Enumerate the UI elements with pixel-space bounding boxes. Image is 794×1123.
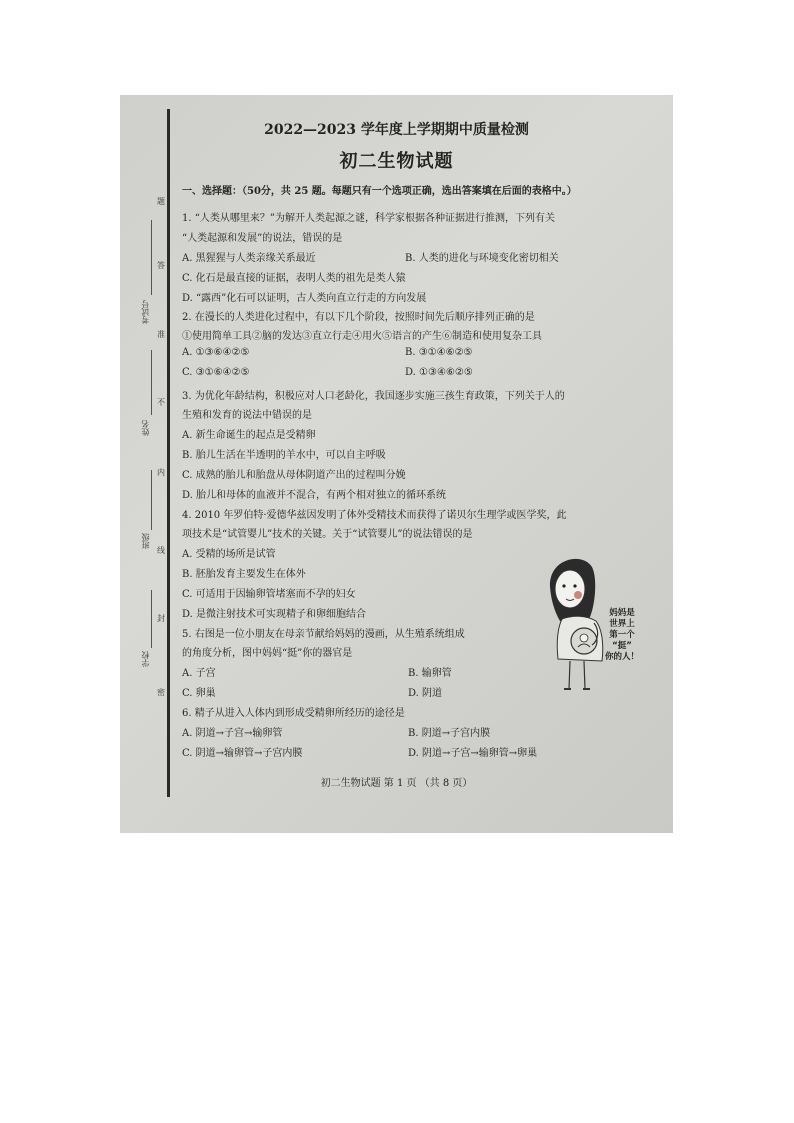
option: A. 子宫 (182, 668, 216, 679)
option: B. 胎儿生活在半透明的羊水中，可以自主呼吸 (182, 450, 386, 461)
class-fill-line (151, 470, 152, 530)
question-stem: 的角度分析，图中妈妈“挺”你的器官是 (182, 648, 353, 659)
exam-subtitle: 初二生物试题 (339, 151, 454, 172)
cartoon-caption-line: 第一个 (609, 630, 635, 640)
option: A. 黑猩猩与人类亲缘关系最近 (182, 253, 316, 264)
question-stem: “人类起源和发展”的说法，错误的是 (182, 233, 343, 244)
class-label: 班级 (141, 533, 150, 549)
question-stem: 4. 2010 年罗伯特·爱德华兹因发明了体外受精技术而获得了诺贝尔生理学或医学奖，此 (182, 510, 567, 521)
exam-title: 2022—2023 学年度上学期期中质量检测 (264, 122, 529, 138)
eye-right (573, 584, 576, 587)
seal-char: 封 (157, 614, 165, 623)
seal-char: 答 (157, 261, 165, 270)
question-stem: 项技术是“试管婴儿”技术的关键。关于“试管婴儿”的说法错误的是 (182, 529, 473, 540)
leg-right (584, 661, 585, 689)
question-stem: ①使用简单工具②脑的发达③直立行走④用火⑤语言的产生⑥制造和使用复杂工具 (182, 331, 542, 342)
option: C. ③①⑥④②⑤ (182, 367, 250, 378)
option: B. 阴道→子宫内膜 (408, 728, 491, 739)
school-fill-line (151, 590, 152, 648)
cartoon-caption-line: “挺” (612, 641, 632, 651)
option: A. 阴道→子宫→输卵管 (182, 728, 283, 739)
question-stem: 5. 右图是一位小朋友在母亲节献给妈妈的漫画，从生殖系统组成 (182, 629, 465, 640)
section-header: 一、选择题：（50分，共 25 题。每题只有一个选项正确，选出答案填在后面的表格中。） (182, 186, 577, 197)
cartoon-drawing (540, 549, 650, 699)
question-stem: 1. “人类从哪里来？”为解开人类起源之谜，科学家根据各种证据进行推测，下列有关 (182, 213, 555, 224)
option: D. 是微注射技术可实现精子和卵细胞结合 (182, 609, 367, 620)
seal-char: 题 (157, 197, 165, 206)
seal-char: 准 (157, 330, 165, 339)
eye-left (562, 584, 565, 587)
option: C. 成熟的胎儿和胎盘从母体阴道产出的过程叫分娩 (182, 470, 406, 481)
option: B. ③①④⑥②⑤ (405, 347, 473, 358)
option: A. 受精的场所是试管 (182, 549, 276, 560)
option: A. ①③⑥④②⑤ (182, 347, 250, 358)
face-shape (555, 570, 585, 608)
cartoon-caption-line: 妈妈是 (609, 608, 635, 618)
option: B. 胚胎发育主要发生在体外 (182, 569, 306, 580)
seal-char: 不 (157, 398, 165, 407)
option: C. 可适用于因输卵管堵塞而不孕的妇女 (182, 589, 356, 600)
exam-paper-photo (120, 95, 673, 833)
cartoon-caption-line: 你的人！ (604, 652, 640, 662)
option: D. “露西”化石可以证明，古人类向直立行走的方向发展 (182, 293, 427, 304)
option: A. 新生命诞生的起点是受精卵 (182, 430, 316, 441)
seal-char: 密 (157, 688, 165, 697)
page-footer: 初二生物试题 第 1 页 （共 8 页） (320, 778, 473, 789)
question-stem: 6. 精子从进入人体内到形成受精卵所经历的途径是 (182, 708, 405, 719)
question-stem: 2. 在漫长的人类进化过程中，有以下几个阶段，按照时间先后顺序排列正确的是 (182, 312, 535, 323)
seal-char: 线 (157, 546, 165, 555)
exam-number-fill-line (151, 220, 152, 295)
option: B. 输卵管 (408, 668, 452, 679)
name-fill-line (151, 350, 152, 415)
option: D. 胎儿和母体的血液并不混合，有两个相对独立的循环系统 (182, 490, 447, 501)
seal-char: 内 (157, 468, 165, 477)
option: C. 阴道→输卵管→子宫内膜 (182, 748, 303, 759)
question-stem: 3. 为优化年龄结构，积极应对人口老龄化，我国逐步实施三孩生育政策，下列关于人的 (182, 391, 565, 402)
exam-number-label: 考试号 (141, 300, 150, 324)
option: D. 阴道→子宫→输卵管→卵巢 (408, 748, 538, 759)
binding-border-line (167, 109, 170, 797)
baby-head (580, 634, 588, 642)
option: B. 人类的进化与环境变化密切相关 (405, 253, 559, 264)
name-label: 姓名 (141, 420, 150, 436)
leg-left (569, 661, 570, 689)
option: C. 卵巢 (182, 688, 216, 699)
cartoon-caption-line: 世界上 (609, 619, 635, 629)
question-stem: 生殖和发育的说法中错误的是 (182, 410, 312, 421)
option: D. 阴道 (408, 688, 443, 699)
cheek-shape (574, 591, 582, 599)
option: C. 化石是最直接的证据，表明人类的祖先是类人猿 (182, 273, 406, 284)
school-label: 学校 (141, 651, 150, 667)
mother-cartoon-illustration (540, 549, 650, 699)
option: D. ①③④⑥②⑤ (405, 367, 473, 378)
